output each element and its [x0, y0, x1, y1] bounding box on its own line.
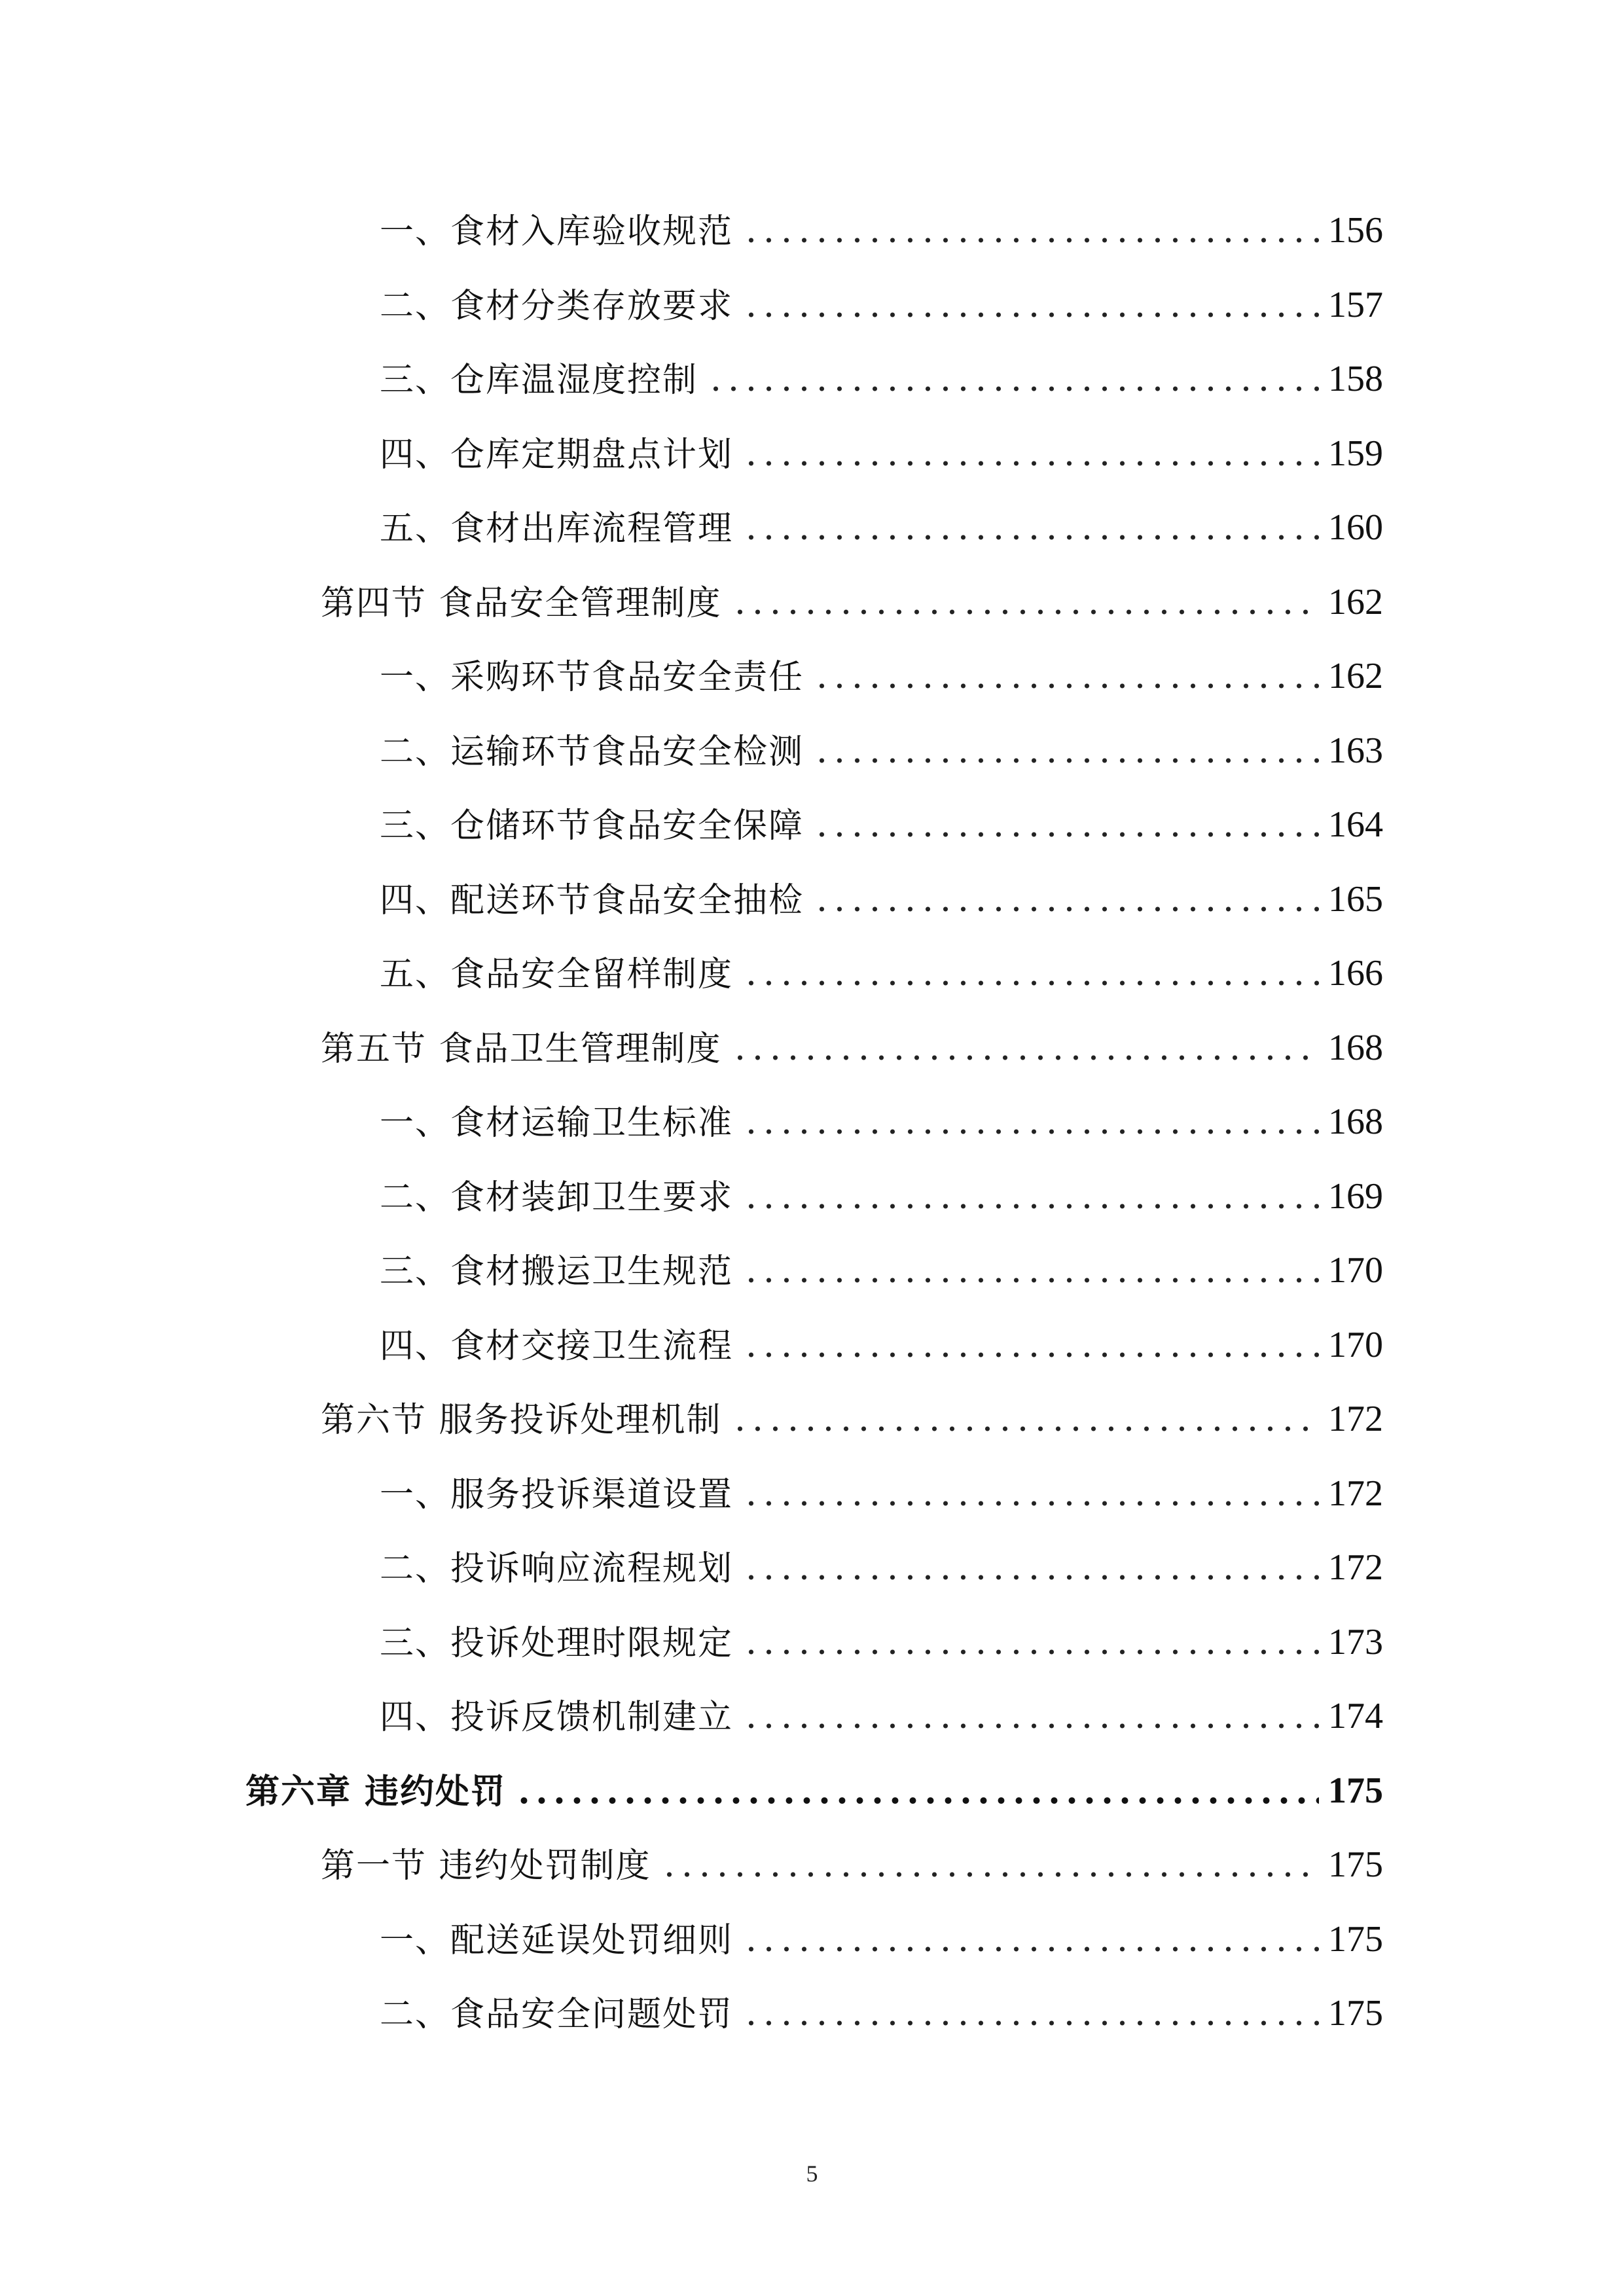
toc-entry-label: 一、食材入库验收规范: [380, 212, 734, 251]
toc-entry[interactable]: [380, 413, 1383, 475]
toc-section-entry[interactable]: [321, 562, 1383, 623]
toc-leader-dots: [731, 609, 1319, 615]
toc-entry[interactable]: [380, 1602, 1383, 1663]
toc-entry-label: 第四节 食品安全管理制度: [321, 583, 722, 623]
toc-entry-label: 二、投诉响应流程规划: [380, 1549, 734, 1588]
toc-entry-label: 四、仓库定期盘点计划: [380, 435, 734, 475]
toc-entry-page-number: 162: [1328, 581, 1383, 622]
toc-entry-page-number: 162: [1328, 656, 1383, 696]
toc-entry-page-number: 168: [1328, 1102, 1383, 1142]
toc-entry-label: 一、服务投诉渠道设置: [380, 1475, 734, 1515]
toc-leader-dots: [813, 906, 1319, 912]
toc-entry-label: 三、仓储环节食品安全保障: [380, 806, 804, 846]
toc-entry-page-number: 175: [1328, 1770, 1383, 1811]
toc-entry[interactable]: [380, 636, 1383, 697]
toc-leader-dots: [742, 534, 1319, 541]
toc-leader-dots: [813, 683, 1319, 689]
toc-leader-dots: [707, 386, 1319, 392]
toc-entry-page-number: 166: [1328, 953, 1383, 994]
toc-entry-label: 第一节 违约处罚制度: [321, 1846, 651, 1886]
toc-entry-label: 三、仓库温湿度控制: [380, 361, 698, 400]
toc-entry[interactable]: [380, 1527, 1383, 1586]
toc-entry-page-number: 164: [1328, 804, 1383, 845]
toc-entry[interactable]: [380, 1156, 1383, 1215]
toc-leader-dots: [742, 1203, 1319, 1210]
toc-entry-page-number: 172: [1328, 1473, 1383, 1514]
toc-leader-dots: [742, 2020, 1319, 2026]
toc-entry-label: 第五节 食品卫生管理制度: [321, 1029, 722, 1069]
toc-leader-dots: [660, 1871, 1319, 1878]
toc-entry-page-number: 156: [1328, 210, 1383, 251]
toc-entry-page-number: 174: [1328, 1696, 1383, 1736]
toc-entry[interactable]: [380, 190, 1383, 249]
toc-entry-label: 二、食材分类存放要求: [380, 286, 734, 326]
toc-entry-page-number: 172: [1328, 1399, 1383, 1439]
toc-leader-dots: [742, 1946, 1319, 1952]
toc-entry-label: 四、食材交接卫生流程: [380, 1326, 734, 1366]
toc-entry-page-number: 175: [1328, 1993, 1383, 2034]
toc-leader-dots: [731, 1426, 1319, 1432]
toc-entry[interactable]: [380, 1230, 1383, 1289]
toc-entry-label: 五、食材出库流程管理: [380, 509, 734, 548]
toc-entry[interactable]: [380, 933, 1383, 992]
toc-section-entry[interactable]: [321, 1007, 1383, 1069]
toc-entry-label: 一、采购环节食品安全责任: [380, 658, 804, 697]
toc-entry[interactable]: [380, 1676, 1383, 1737]
toc-entry-label: 一、配送延误处罚细则: [380, 1920, 734, 1960]
toc-leader-dots: [742, 980, 1319, 986]
toc-entry-label: 三、投诉处理时限规定: [380, 1623, 734, 1663]
toc-entry-page-number: 173: [1328, 1621, 1383, 1662]
toc-entry-page-number: 168: [1328, 1027, 1383, 1068]
toc-leader-dots: [742, 460, 1319, 467]
toc-leader-dots: [813, 757, 1319, 764]
page-number: 5: [806, 2161, 818, 2187]
toc-entry[interactable]: [380, 487, 1383, 546]
toc-section-entry[interactable]: [321, 1824, 1383, 1886]
toc-entry-page-number: 160: [1328, 507, 1383, 548]
toc-entry[interactable]: [380, 1081, 1383, 1143]
toc-leader-dots: [515, 1797, 1319, 1804]
toc-entry-page-number: 163: [1328, 730, 1383, 771]
toc-entry[interactable]: [380, 1304, 1383, 1366]
toc-entry-label: 五、食品安全留样制度: [380, 955, 734, 994]
toc-leader-dots: [813, 831, 1319, 838]
toc-entry[interactable]: [380, 1973, 1383, 2032]
toc-section-entry[interactable]: [321, 1378, 1383, 1440]
toc-leader-dots: [742, 1128, 1319, 1135]
toc-entry-label: 二、运输环节食品安全检测: [380, 732, 804, 772]
toc-leader-dots: [742, 1352, 1319, 1358]
toc-entry-page-number: 158: [1328, 359, 1383, 399]
toc-entry[interactable]: [380, 859, 1383, 918]
toc-entry-label: 四、配送环节食品安全抽检: [380, 880, 804, 920]
toc-entry-page-number: 172: [1328, 1547, 1383, 1588]
toc-entry-page-number: 165: [1328, 878, 1383, 920]
toc-entry-label: 第六章 违约处罚: [245, 1771, 507, 1812]
toc-entry-page-number: 175: [1328, 1918, 1383, 1960]
toc-leader-dots: [742, 1500, 1319, 1507]
toc-entry-label: 第六节 服务投诉处理机制: [321, 1401, 722, 1440]
toc-entry-label: 三、食材搬运卫生规范: [380, 1252, 734, 1291]
toc-entry-label: 二、食材装卸卫生要求: [380, 1177, 734, 1217]
toc-entry-label: 一、食材运输卫生标准: [380, 1103, 734, 1143]
toc-leader-dots: [742, 1649, 1319, 1655]
toc-leader-dots: [731, 1054, 1319, 1061]
toc-entry-page-number: 170: [1328, 1324, 1383, 1365]
toc-entry-page-number: 170: [1328, 1250, 1383, 1291]
toc-entry[interactable]: [380, 784, 1383, 846]
toc-entry-page-number: 175: [1328, 1844, 1383, 1885]
toc-entry-label: 二、食品安全问题处罚: [380, 1995, 734, 2034]
toc-leader-dots: [742, 1574, 1319, 1581]
toc-entry[interactable]: [380, 338, 1383, 400]
toc-entry[interactable]: [380, 1453, 1383, 1515]
toc-entry-label: 四、投诉反馈机制建立: [380, 1698, 734, 1737]
toc-entry-page-number: 169: [1328, 1175, 1383, 1217]
toc-leader-dots: [742, 312, 1319, 318]
toc-entry[interactable]: [380, 264, 1383, 326]
toc-entry[interactable]: [380, 710, 1383, 772]
toc-entry-page-number: 157: [1328, 284, 1383, 325]
toc-leader-dots: [742, 1277, 1319, 1283]
toc-entry-page-number: 159: [1328, 433, 1383, 474]
toc-entry[interactable]: [380, 1899, 1383, 1958]
toc-leader-dots: [742, 1723, 1319, 1729]
toc-chapter-entry[interactable]: [245, 1750, 1383, 1812]
toc-leader-dots: [742, 237, 1319, 243]
